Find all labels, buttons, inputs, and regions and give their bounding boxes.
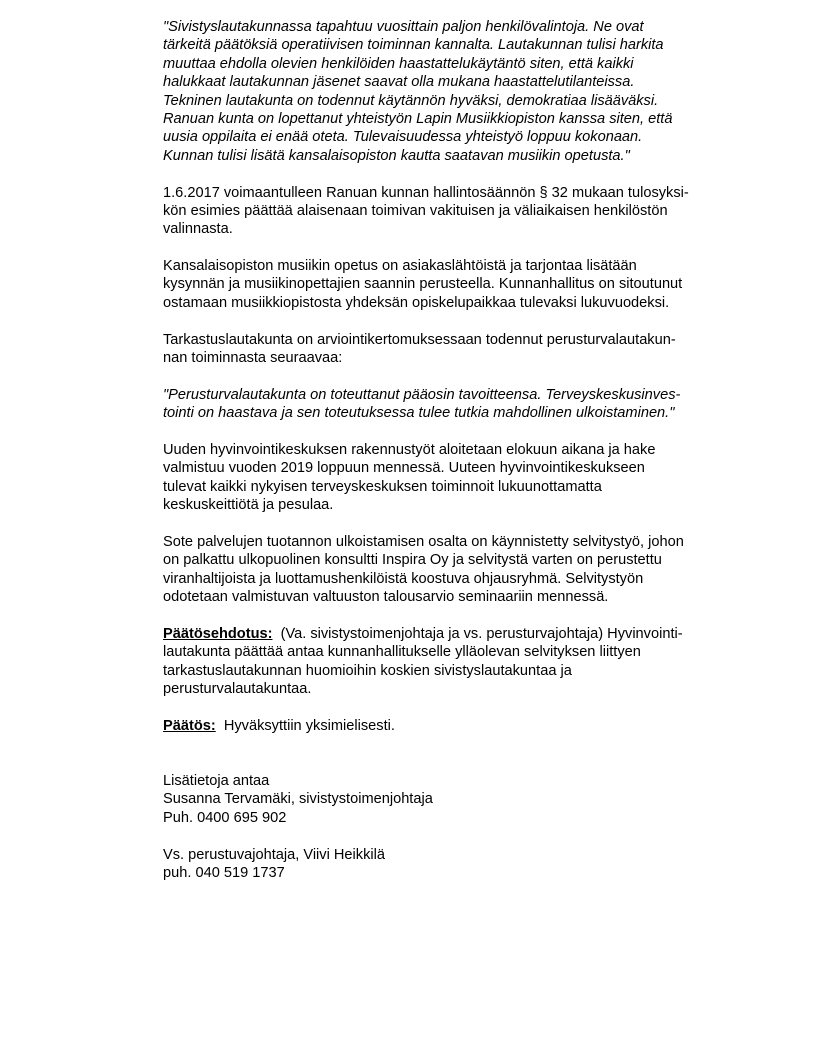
document-page xyxy=(163,18,763,882)
paragraph xyxy=(163,846,763,883)
text-line xyxy=(163,18,763,36)
section-label: Päätösehdotus: xyxy=(163,625,273,642)
text-line xyxy=(163,809,763,827)
line-text: "Perusturvalautakunta on toteuttanut pääosin tavoitteensa. Terveyskeskusinves- xyxy=(163,386,681,403)
text-line xyxy=(163,92,763,110)
text-line xyxy=(163,864,763,882)
text-line xyxy=(163,404,763,422)
line-text: (Va. sivistystoimenjohtaja ja vs. perusturvajohtaja) Hyvinvointi- xyxy=(272,625,683,642)
text-line xyxy=(163,36,763,54)
line-text: 1.6.2017 voimaantulleen Ranuan kunnan hallintosäännön § 32 mukaan tulosyksi- xyxy=(163,184,689,201)
text-line xyxy=(163,643,763,661)
line-text: Puh. 0400 695 902 xyxy=(163,809,287,826)
text-line xyxy=(163,55,763,73)
text-line xyxy=(163,147,763,165)
text-line xyxy=(163,386,763,404)
text-line xyxy=(163,680,763,698)
line-text: kön esimies päättää alaisenaan toimivan vakituisen ja väliaikaisen henkilöstön xyxy=(163,202,668,219)
text-line xyxy=(163,441,763,459)
blank-line xyxy=(163,423,763,441)
paragraph xyxy=(163,257,763,312)
line-text: Sote palvelujen tuotannon ulkoistamisen osalta on käynnistetty selvitystyö, johon xyxy=(163,533,684,550)
section-label: Päätös: xyxy=(163,717,216,734)
paragraph xyxy=(163,772,763,827)
text-line xyxy=(163,128,763,146)
text-line xyxy=(163,331,763,349)
line-text: tointi on haastava ja sen toteutuksessa tulee tutkia mahdollinen ulkoistaminen." xyxy=(163,405,675,422)
line-text: Kunnan tulisi lisätä kansalaisopiston kautta saatavan musiikin opetusta." xyxy=(163,147,630,164)
line-text: perusturvalautakuntaa. xyxy=(163,681,312,698)
line-text: "Sivistyslautakunnassa tapahtuu vuosittain paljon henkilövalintoja. Ne ovat xyxy=(163,19,644,35)
quote-paragraph xyxy=(163,386,763,423)
text-line xyxy=(163,790,763,808)
text-line xyxy=(163,846,763,864)
text-line xyxy=(163,588,763,606)
text-line xyxy=(163,257,763,275)
line-text: uusia oppilaita ei enää oteta. Tulevaisuudessa yhteistyö loppuu kokonaan. xyxy=(163,129,643,146)
text-line xyxy=(163,184,763,202)
line-text: lautakunta päättää antaa kunnanhallitukselle ylläolevan selvityksen liittyen xyxy=(163,644,641,661)
line-text: tulevat kaikki nykyisen terveyskeskuksen toiminnoit lukuunottamatta xyxy=(163,478,602,495)
blank-line xyxy=(163,754,763,772)
text-line xyxy=(163,533,763,551)
line-text: puh. 040 519 1737 xyxy=(163,864,285,881)
text-line xyxy=(163,459,763,477)
text-line xyxy=(163,110,763,128)
blank-line xyxy=(163,367,763,385)
line-text: Lisätietoja antaa xyxy=(163,773,270,790)
paragraph xyxy=(163,533,763,607)
line-text: Tekninen lautakunta on todennut käytännön hyväksi, demokratiaa lisääväksi. xyxy=(163,92,659,109)
blank-line xyxy=(163,239,763,257)
blank-line xyxy=(163,515,763,533)
line-text: nan toiminnasta seuraavaa: xyxy=(163,350,343,367)
text-line xyxy=(163,73,763,91)
line-text: keskuskeittiötä ja pesulaa. xyxy=(163,497,334,514)
text-line xyxy=(163,349,763,367)
line-text: viranhaltijoista ja luottamushenkilöistä koostuva ohjausryhmä. Selvitystyön xyxy=(163,570,644,587)
line-text: Vs. perustuvajohtaja, Viivi Heikkilä xyxy=(163,846,385,863)
paragraph xyxy=(163,441,763,515)
text-line xyxy=(163,220,763,238)
line-text: tarkastuslautakunnan huomioihin koskien sivistyslautakuntaa ja xyxy=(163,662,572,679)
line-text: Ranuan kunta on lopettanut yhteistyön Lapin Musiikkiopiston kanssa siten, että xyxy=(163,110,673,127)
line-text: on palkattu ulkopuolinen konsultti Inspira Oy ja selvitystä varten on perustettu xyxy=(163,552,662,569)
blank-line xyxy=(163,827,763,845)
text-line xyxy=(163,772,763,790)
line-text: halukkaat lautakunnan jäsenet saavat olla mukana haastattelutilanteissa. xyxy=(163,74,635,91)
text-line xyxy=(163,570,763,588)
text-line xyxy=(163,478,763,496)
text-line xyxy=(163,717,763,735)
line-text: Uuden hyvinvointikeskuksen rakennustyöt aloitetaan elokuun aikana ja hake xyxy=(163,441,656,458)
blank-line xyxy=(163,698,763,716)
line-text: tärkeitä päätöksiä operatiivisen toiminnan kannalta. Lautakunnan tulisi harkita xyxy=(163,37,664,54)
text-line xyxy=(163,551,763,569)
line-text: odotetaan valmistuvan valtuuston talousarvio seminaariin mennessä. xyxy=(163,589,609,606)
line-text: kysynnän ja musiikinopettajien saannin perusteella. Kunnanhallitus on sitoutunut xyxy=(163,276,683,293)
text-line xyxy=(163,625,763,643)
decision-paragraph xyxy=(163,717,763,735)
quote-paragraph xyxy=(163,18,763,165)
line-text: Hyväksyttiin yksimielisesti. xyxy=(215,717,395,734)
line-text: valmistuu vuoden 2019 loppuun mennessä. Uuteen hyvinvointikeskukseen xyxy=(163,460,645,477)
line-text: muuttaa ehdolla olevien henkilöiden haastattelukäytäntö siten, että kaikki xyxy=(163,55,634,72)
blank-line xyxy=(163,165,763,183)
paragraph xyxy=(163,331,763,368)
blank-line xyxy=(163,735,763,753)
decision-paragraph xyxy=(163,625,763,699)
line-text: Susanna Tervamäki, sivistystoimenjohtaja xyxy=(163,791,433,808)
blank-line xyxy=(163,312,763,330)
text-line xyxy=(163,662,763,680)
line-text: Tarkastuslautakunta on arviointikertomuksessaan todennut perusturvalautakun- xyxy=(163,331,676,348)
text-line xyxy=(163,294,763,312)
text-line xyxy=(163,496,763,514)
line-text: valinnasta. xyxy=(163,221,233,238)
text-line xyxy=(163,275,763,293)
paragraph xyxy=(163,184,763,239)
text-line xyxy=(163,202,763,220)
line-text: ostamaan musiikkiopistosta yhdeksän opiskelupaikkaa tulevaksi lukuvuodeksi. xyxy=(163,294,670,311)
line-text: Kansalaisopiston musiikin opetus on asiakaslähtöistä ja tarjontaa lisätään xyxy=(163,258,637,275)
blank-line xyxy=(163,607,763,625)
